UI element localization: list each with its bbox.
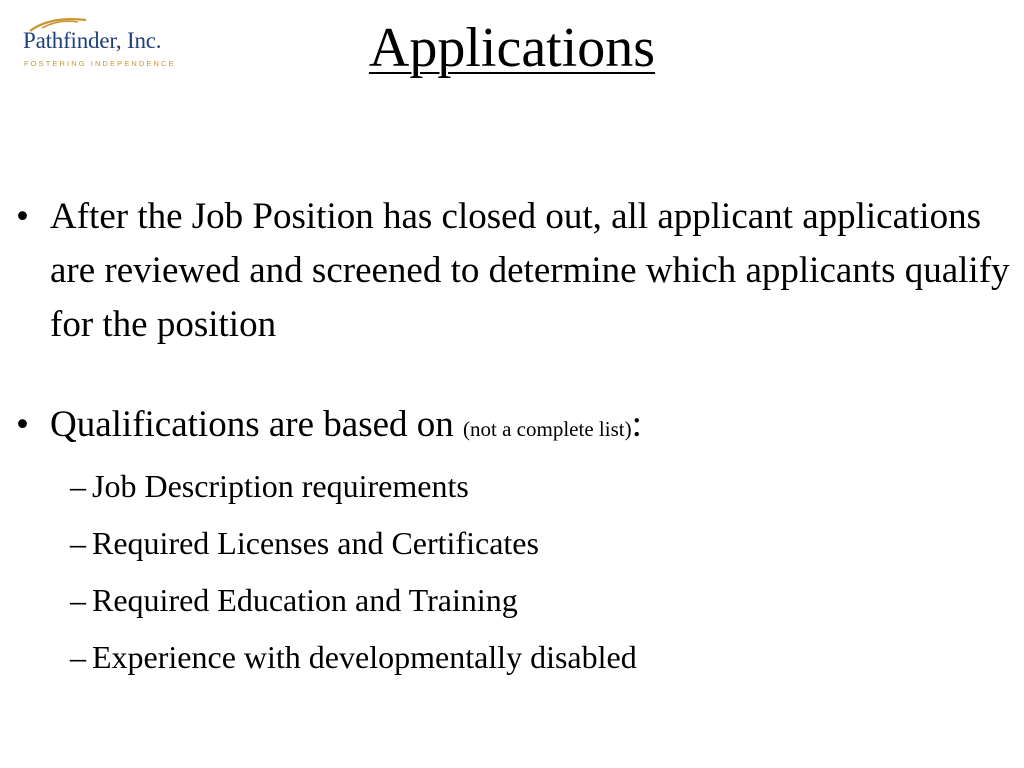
logo-name: Pathfinder, Inc. [23, 28, 162, 53]
sub-bullet-item [50, 629, 1016, 686]
bullet-text: After the Job Position has closed out, all applicant applications are reviewed and screened to determine which applicants qualify for the position [50, 196, 1010, 345]
sub-bullet-text: Required Education and Training [92, 582, 518, 618]
sub-bullet-text: Required Licenses and Certificates [92, 525, 539, 561]
dash-icon: – [70, 468, 86, 504]
slide-title: Applications [368, 17, 656, 79]
logo-tagline: FOSTERING INDEPENDENCE [24, 59, 176, 68]
bullet-icon: • [16, 196, 29, 237]
bullet-item [16, 190, 1016, 352]
dash-icon: – [70, 582, 86, 618]
sub-bullet-text: Experience with developmentally disabled [92, 639, 637, 675]
sub-bullet-item [50, 572, 1016, 629]
bullet-note: (not a complete list) [463, 417, 632, 441]
bullet-suffix: : [631, 404, 642, 445]
bullet-text: Qualifications are based on [50, 404, 464, 445]
dash-icon: – [70, 639, 86, 675]
sub-bullet-item [50, 515, 1016, 572]
bullet-icon: • [16, 404, 29, 445]
dash-icon: – [70, 525, 86, 561]
bullet-list [16, 190, 1016, 686]
sub-bullet-text: Job Description requirements [92, 468, 469, 504]
bullet-item [16, 398, 1016, 686]
sub-bullet-item [50, 458, 1016, 515]
sub-bullet-list [50, 458, 1016, 686]
